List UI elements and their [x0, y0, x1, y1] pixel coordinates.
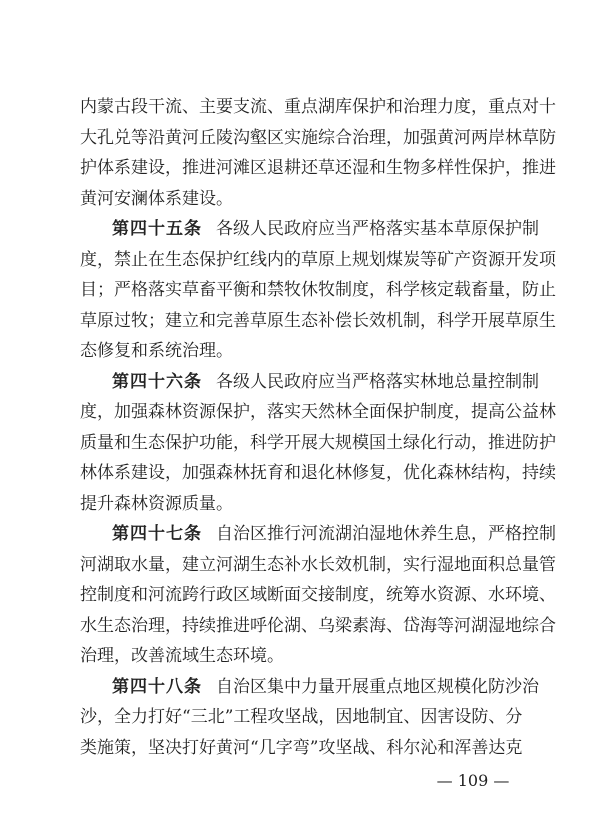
- article-46-number: 第四十六条: [112, 372, 202, 392]
- article-48-heading-line: [112, 675, 539, 699]
- intro-line: 黄河安澜体系建设。: [80, 189, 233, 209]
- article-45-line: 态修复和系统治理。: [80, 341, 233, 361]
- article-46-line: 质量和生态保护功能，科学开展大规模国土绿化行动，推进防护: [80, 433, 556, 453]
- article-46-line: 提升森林资源质量。: [80, 494, 233, 514]
- article-48-line: 类施策，坚决打好黄河“几字弯”攻坚战、科尔沁和浑善达克: [80, 738, 523, 758]
- page-number: — 109 —: [436, 771, 510, 790]
- article-47-number: 第四十七条: [112, 524, 202, 544]
- article-45-line: 目；严格落实草畜平衡和禁牧休牧制度，科学核定载畜量，防止: [80, 280, 556, 300]
- article-45-first-line: 各级人民政府应当严格落实基本草原保护制: [216, 219, 539, 239]
- article-48-first-line: 自治区集中力量开展重点地区规模化防沙治: [216, 677, 539, 697]
- article-46-line: 林体系建设，加强森林抚育和退化林修复，优化森林结构，持续: [80, 463, 556, 483]
- article-45-line: 度，禁止在生态保护红线内的草原上规划煤炭等矿产资源开发项: [80, 250, 556, 270]
- article-46-first-line: 各级人民政府应当严格落实林地总量控制制: [216, 372, 539, 392]
- article-48-number: 第四十八条: [112, 677, 202, 697]
- intro-line: 大孔兑等沿黄河丘陵沟壑区实施综合治理，加强黄河两岸林草防: [80, 128, 556, 148]
- article-47-line: 水生态治理，持续推进呼伦湖、乌梁素海、岱海等河湖湿地综合: [80, 616, 556, 636]
- article-47-heading-line: [112, 522, 556, 546]
- intro-line: 护体系建设，推进河滩区退耕还草还湿和生物多样性保护，推进: [80, 158, 556, 178]
- article-46-line: 度，加强森林资源保护，落实天然林全面保护制度，提高公益林: [80, 402, 556, 422]
- article-45-line: 草原过牧；建立和完善草原生态补偿长效机制，科学开展草原生: [80, 311, 556, 331]
- article-45-number: 第四十五条: [112, 219, 202, 239]
- article-47-line: 控制度和河流跨行政区域断面交接制度，统筹水资源、水环境、: [80, 585, 556, 605]
- intro-line: 内蒙古段干流、主要支流、重点湖库保护和治理力度，重点对十: [80, 97, 556, 117]
- article-47-line: 河湖取水量，建立河湖生态补水长效机制，实行湿地面积总量管: [80, 555, 556, 575]
- article-47-first-line: 自治区推行河流湖泊湿地休养生息，严格控制: [216, 524, 556, 544]
- article-46-heading-line: [112, 370, 539, 394]
- article-48-line: 沙，全力打好“三北”工程攻坚战，因地制宜、因害设防、分: [80, 707, 523, 727]
- article-45-heading-line: [112, 217, 539, 241]
- article-47-line: 治理，改善流域生态环境。: [80, 646, 284, 666]
